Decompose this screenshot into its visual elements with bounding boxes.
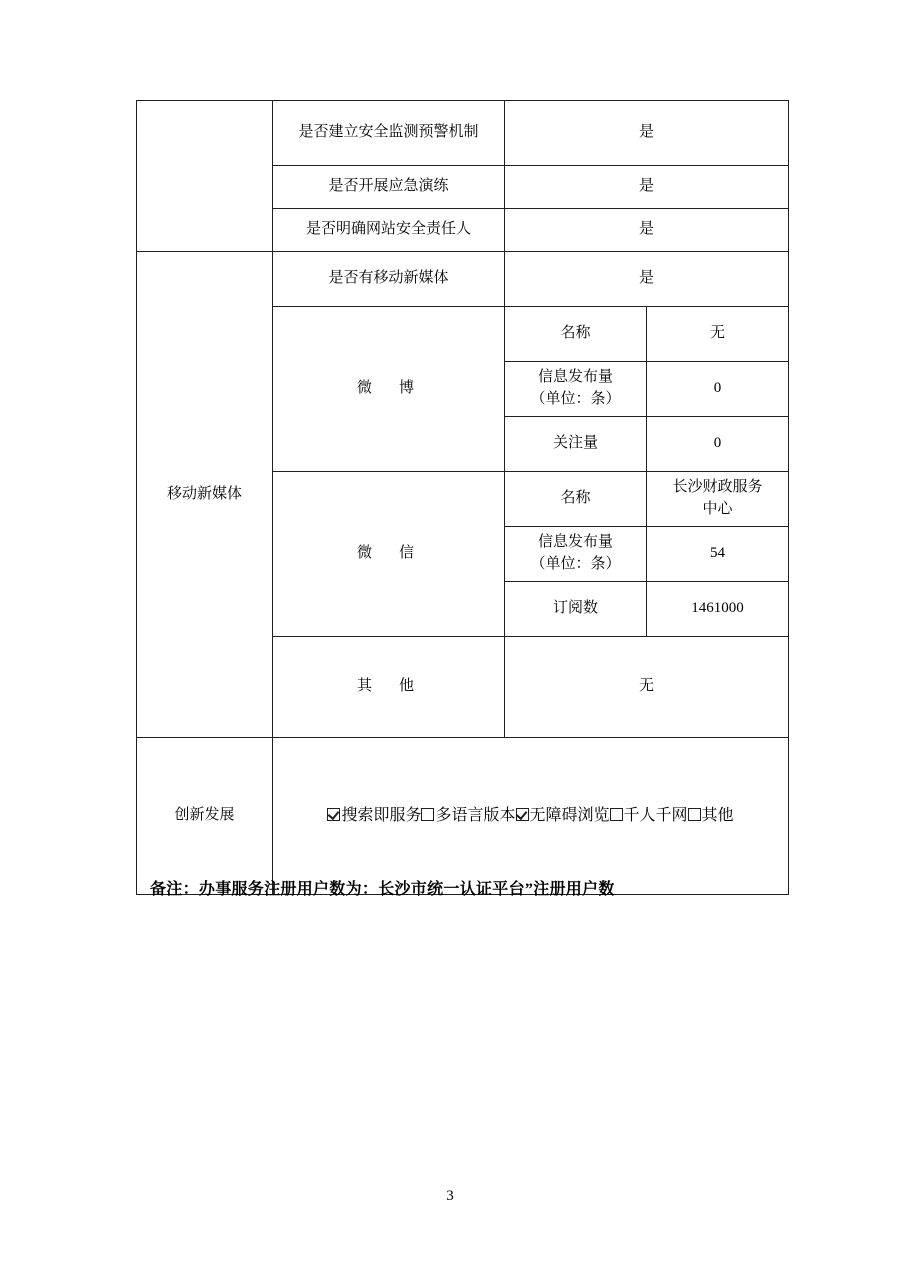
label-security-warning: 是否建立安全监测预警机制 <box>298 124 479 141</box>
checkbox-unchecked-icon[interactable] <box>688 808 701 821</box>
page-number: 3 <box>446 1188 454 1204</box>
table-row <box>137 252 789 307</box>
value-wechat-name-line1: 长沙财政服务 <box>672 479 763 496</box>
innovation-option-label: 无障碍浏览 <box>529 807 610 825</box>
cell-key-wechat-posts <box>505 527 647 582</box>
cell-key-weibo-name: 名称 <box>505 307 647 362</box>
label-weibo-posts-line2: （单位：条） <box>530 391 621 407</box>
innovation-option-search-as-service[interactable] <box>327 807 421 824</box>
table-row <box>137 101 789 166</box>
innovation-option-label: 搜索即服务 <box>341 807 422 825</box>
cell-value-wechat-name <box>647 472 789 527</box>
checkbox-unchecked-icon[interactable] <box>610 808 623 821</box>
cell-category-innovation: 创新发展 <box>137 738 273 895</box>
cell-value-wechat-subscribers: 1461000 <box>647 582 789 637</box>
cell-key-wechat-name: 名称 <box>505 472 647 527</box>
footnote-remark: 备注：办事服务注册用户数为：长沙市统一认证平台”注册用户数 <box>150 881 615 898</box>
cell-key-weibo-posts <box>505 362 647 417</box>
checkbox-checked-icon[interactable] <box>516 808 529 821</box>
checkbox-unchecked-icon[interactable] <box>421 808 434 821</box>
cell-key-wechat-subscribers: 订阅数 <box>505 582 647 637</box>
innovation-option-label: 多语言版本 <box>435 807 516 825</box>
checkbox-checked-icon[interactable] <box>327 808 340 821</box>
innovation-option-label: 其他 <box>701 807 734 825</box>
cell-item-emergency-drill: 是否开展应急演练 <box>273 166 505 209</box>
cell-key-weibo-followers: 关注量 <box>505 417 647 472</box>
innovation-option-multilingual[interactable] <box>421 807 515 824</box>
label-wechat-posts-line2: （单位：条） <box>530 556 621 572</box>
cell-value-other: 无 <box>505 637 789 738</box>
innovation-checkbox-group <box>277 804 784 827</box>
report-table-wrapper <box>136 100 788 895</box>
cell-subcategory-other: 其 他 <box>273 637 505 738</box>
cell-category-continued <box>137 101 273 252</box>
cell-item-security-officer: 是否明确网站安全责任人 <box>273 209 505 252</box>
cell-category-mobile-media: 移动新媒体 <box>137 252 273 738</box>
cell-subcategory-weibo: 微 博 <box>273 307 505 472</box>
cell-value-weibo-name: 无 <box>647 307 789 362</box>
cell-innovation-options <box>273 738 789 895</box>
label-wechat-posts-line1: 信息发布量 <box>537 534 613 551</box>
cell-value-wechat-posts: 54 <box>647 527 789 582</box>
website-report-table <box>136 100 789 895</box>
innovation-option-other[interactable] <box>688 807 734 824</box>
innovation-option-accessible-browsing[interactable] <box>516 807 610 824</box>
cell-value-weibo-followers: 0 <box>647 417 789 472</box>
cell-value-security-warning: 是 <box>505 101 789 166</box>
value-wechat-name-line2: 中心 <box>702 501 733 517</box>
cell-subcategory-wechat: 微 信 <box>273 472 505 637</box>
cell-value-weibo-posts: 0 <box>647 362 789 417</box>
cell-item-security-warning <box>273 101 505 166</box>
table-row <box>137 738 789 895</box>
cell-item-has-mobile-media: 是否有移动新媒体 <box>273 252 505 307</box>
innovation-option-label: 千人千网 <box>623 807 688 825</box>
cell-value-emergency-drill: 是 <box>505 166 789 209</box>
cell-value-has-mobile-media: 是 <box>505 252 789 307</box>
cell-value-security-officer: 是 <box>505 209 789 252</box>
label-weibo-posts-line1: 信息发布量 <box>537 369 613 386</box>
innovation-option-personalized-web[interactable] <box>610 807 688 824</box>
